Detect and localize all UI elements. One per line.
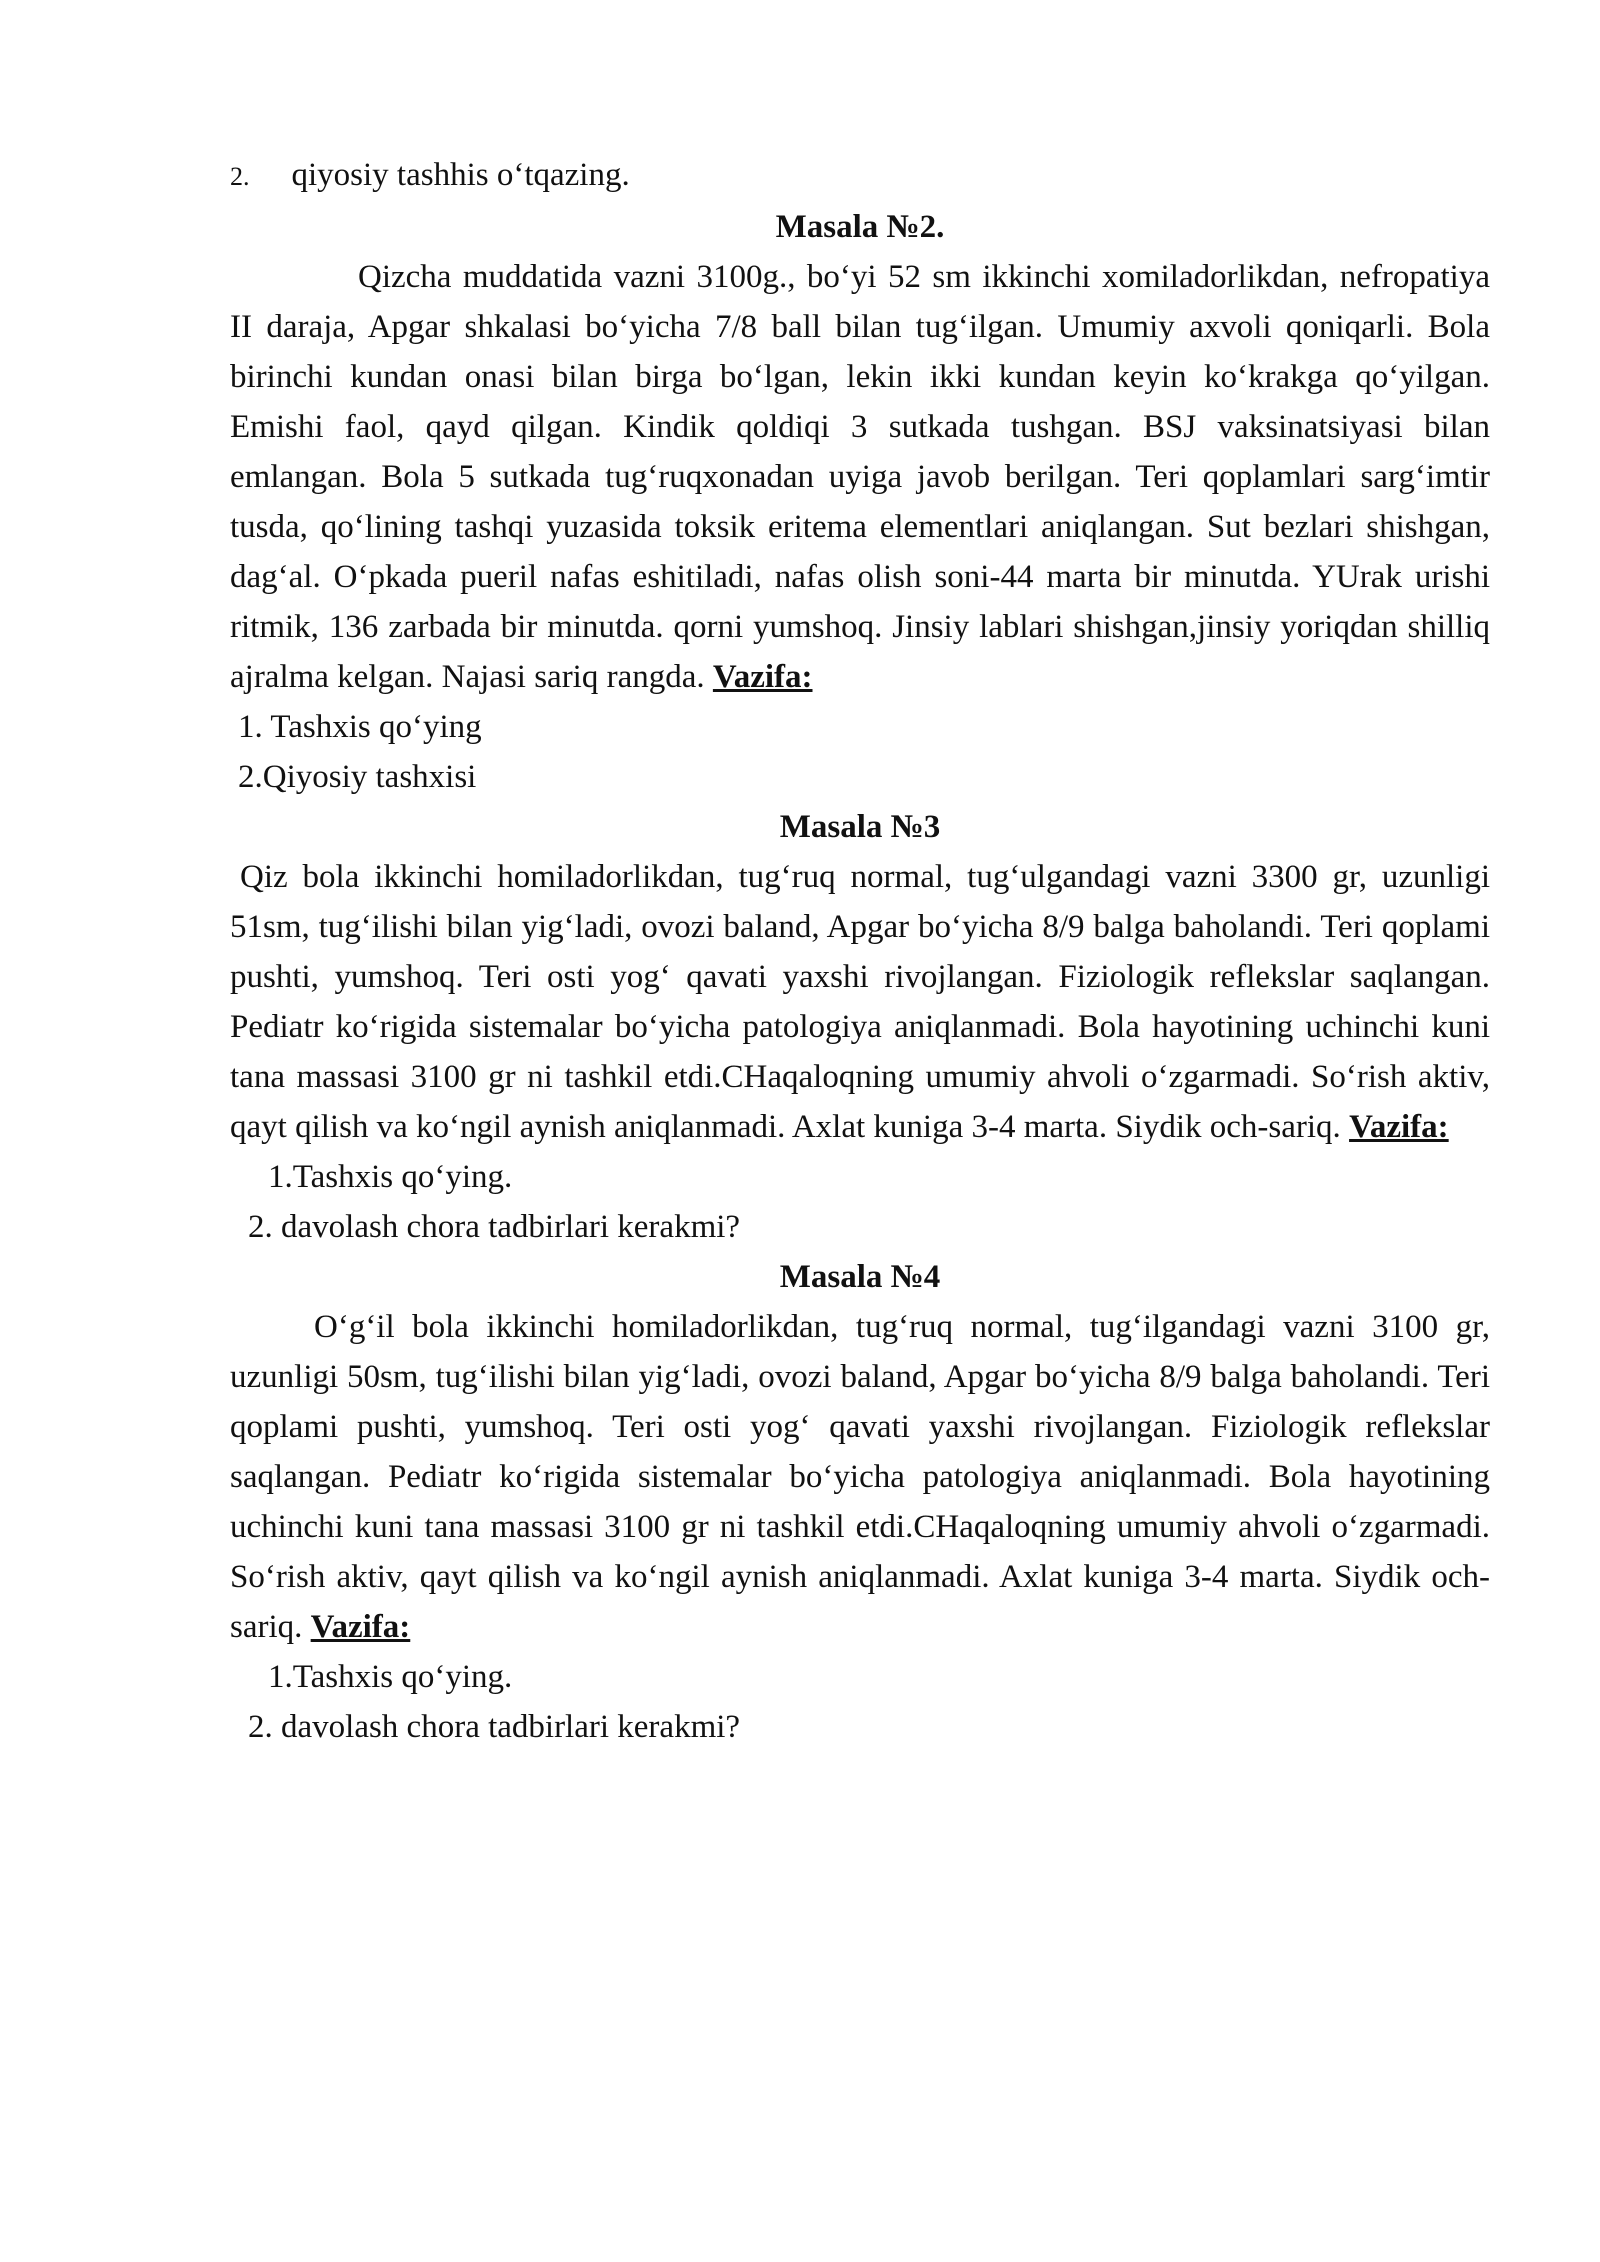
masala-3-text: Qiz bola ikkinchi homiladorlikdan, tug‘ruq normal, tug‘ulgandagi vazni 3300 gr, uzunligi 51sm, tug‘ilishi bilan yig‘ladi, ovozi baland, Apgar bo‘yicha 8/9 balga baholandi. Teri qoplami pushti, yumshoq. Teri osti yog‘ qavati yaxshi rivojlangan. Fiziologik reflekslar saqlangan. Pediatr ko‘rigida sistemalar bo‘yicha patologiya aniqlanmadi. Bola hayotining uchinchi kuni tana massasi 3100 gr ni tashkil etdi.CHaqaloqning umumiy ahvoli o‘zgarmadi. So‘rish aktiv, qayt qilish va ko‘ngil aynish aniqlanmadi. Axlat kuniga 3-4 marta. Siydik och-sariq. bbox=[230, 859, 1490, 1145]
masala-3-body bbox=[230, 852, 1490, 1152]
masala-2-heading: Masala №2. bbox=[775, 209, 945, 245]
masala-3-task-1: 1.Tashxis qo‘ying. bbox=[268, 1159, 513, 1195]
masala-4-text: O‘g‘il bola ikkinchi homiladorlikdan, tug‘ruq normal, tug‘ilgandagi vazni 3100 gr, uzunligi 50sm, tug‘ilishi bilan yig‘ladi, ovozi baland, Apgar bo‘yicha 8/9 balga baholandi. Teri qoplami pushti, yumshoq. Teri osti yog‘ qavati yaxshi rivojlangan. Fiziologik reflekslar saqlangan. Pediatr ko‘rigida sistemalar bo‘yicha patologiya aniqlanmadi. Bola hayotining uchinchi kuni tana massasi 3100 gr ni tashkil etdi.CHaqaloqning umumiy ahvoli o‘zgarmadi. So‘rish aktiv, qayt qilish va ko‘ngil aynish aniqlanmadi. Axlat kuniga 3-4 marta. Siydik och-sariq. bbox=[230, 1309, 1490, 1645]
masala-3-vazifa-label: Vazifa: bbox=[1349, 1109, 1449, 1145]
masala-2-body bbox=[230, 252, 1490, 702]
masala-3-task-2: 2. davolash chora tadbirlari kerakmi? bbox=[248, 1209, 741, 1245]
masala-4-vazifa-label: Vazifa: bbox=[310, 1609, 411, 1645]
masala-4-task-1: 1.Tashxis qo‘ying. bbox=[268, 1659, 513, 1695]
masala-2-task-1: 1. Tashxis qo‘ying bbox=[238, 709, 482, 745]
masala-3-heading: Masala №3 bbox=[779, 809, 941, 845]
top-list-item bbox=[230, 150, 1490, 202]
masala-2-text: Qizcha muddatida vazni 3100g., bo‘yi 52 sm ikkinchi xomiladorlikdan, nefropatiya II daraja, Apgar shkalasi bo‘yicha 7/8 ball bilan tug‘ilgan. Umumiy axvoli qoniqarli. Bola birinchi kundan onasi bilan birga bo‘lgan, lekin ikki kundan keyin ko‘krakga qo‘yilgan. Emishi faol, qayd qilgan. Kindik qoldiqi 3 sutkada tushgan. BSJ vaksinatsiyasi bilan emlangan. Bola 5 sutkada tug‘ruqxonadan uyiga javob berilgan. Teri qoplamlari sarg‘imtir tusda, qo‘lining tashqi yuzasida toksik eritema elementlari aniqlangan. Sut bezlari shishgan, dag‘al. O‘pkada pueril nafas eshitiladi, nafas olish soni-44 marta bir minutda. YUrak urishi ritmik, 136 zarbada bir minutda. qorni yumshoq. Jinsiy lablari shishgan,jinsiy yoriqdan shilliq ajralma kelgan. Najasi sariq rangda. bbox=[230, 259, 1490, 695]
document-content bbox=[230, 150, 1490, 1752]
top-list-number: 2. bbox=[230, 162, 250, 191]
masala-2-vazifa-label: Vazifa: bbox=[712, 659, 813, 695]
top-list-text: qiyosiy tashhis o‘tqazing. bbox=[291, 157, 630, 193]
masala-2-task-2: 2.Qiyosiy tashxisi bbox=[238, 759, 477, 795]
masala-4-task-2: 2. davolash chora tadbirlari kerakmi? bbox=[248, 1709, 741, 1745]
masala-4-heading: Masala №4 bbox=[779, 1259, 941, 1295]
masala-4-body bbox=[230, 1302, 1490, 1652]
